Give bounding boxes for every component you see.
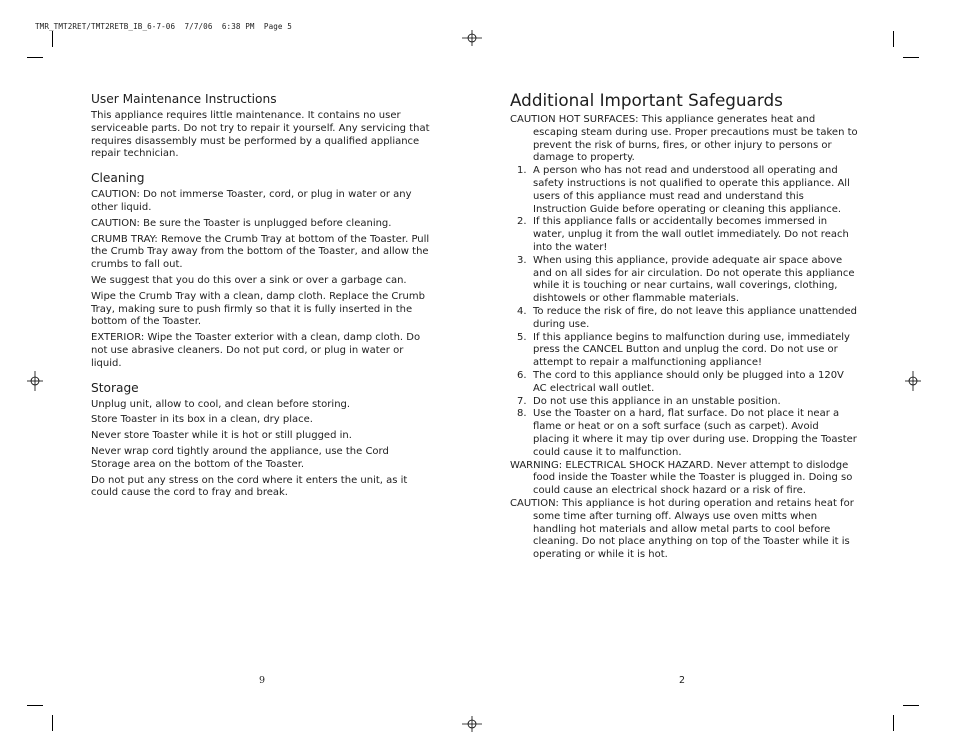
storage-paragraph: Never store Toaster while it is hot or still plugged in. — [91, 430, 352, 442]
cleaning-paragraph: EXTERIOR: Wipe the Toaster exterior with a clean, damp cloth. Do not use abrasive cleaners. Do not put cord, or plug in water or liquid. — [91, 332, 421, 369]
list-item-text: A person who has not read and understood all operating and safety instructions is not qualified to operate this appliance. All users of this appliance must read and understand this Instruction Guide before operating or cleaning this appliance. — [533, 165, 850, 215]
list-item — [510, 216, 858, 254]
list-item-number: 3. — [517, 254, 527, 266]
list-item-text: Do not use this appliance in an unstable position. — [533, 395, 781, 407]
maintenance-intro: This appliance requires little maintenance. It contains no user serviceable parts. Do not try to repair it yourself. Any servicing that requires disassembly must be performed by a qualified appliance repair technician. — [91, 110, 430, 160]
page-number-right: 2 — [679, 675, 686, 686]
page-number-left: 9 — [259, 675, 266, 686]
list-item-text: When using this appliance, provide adequate air space above and on all sides for air circulation. Do not operate this appliance while it is touching or near curtains, wall coverings, clothing, dishtowels or other flammable materials. — [533, 254, 855, 305]
list-item-number: 5. — [517, 331, 527, 343]
list-item — [510, 306, 858, 332]
list-item — [510, 370, 858, 396]
registration-mark-icon — [462, 714, 482, 734]
cleaning-paragraph: CAUTION: Do not immerse Toaster, cord, or plug in water or any other liquid. — [91, 189, 412, 213]
storage-paragraph: Never wrap cord tightly around the appliance, use the Cord Storage area on the bottom of the Toaster. — [91, 445, 389, 470]
print-slug: TMR_TMT2RET/TMT2RETB_IB_6-7-06 7/7/06 6:38 PM Page 5 — [35, 22, 292, 31]
cleaning-paragraph: CRUMB TRAY: Remove the Crumb Tray at bottom of the Toaster. Pull the Crumb Tray away from the bottom of the Toaster, and allow the crumbs to fall out. — [91, 233, 430, 271]
crop-mark — [27, 705, 43, 706]
list-item-number: 8. — [517, 408, 527, 420]
left-page-column — [91, 92, 431, 503]
cleaning-paragraph: Wipe the Crumb Tray with a clean, damp cloth. Replace the Crumb Tray, making sure to push firmly so that it is fully inserted in the bottom of the Toaster. — [91, 290, 425, 328]
storage-paragraph: Store Toaster in its box in a clean, dry place. — [91, 414, 313, 426]
list-item-number: 6. — [517, 369, 527, 381]
crop-mark — [52, 31, 53, 47]
crop-mark — [893, 715, 894, 731]
registration-mark-icon — [903, 371, 923, 391]
registration-mark-icon — [25, 371, 45, 391]
list-item — [510, 396, 858, 409]
list-item — [510, 255, 858, 306]
list-item-number: 4. — [517, 305, 527, 317]
caution-hot-surfaces: CAUTION HOT SURFACES: This appliance generates heat and escaping steam during use. Proper precautions must be taken to prevent the risk of burns, fires, or other injury to persons or damage to property. — [510, 114, 858, 164]
crop-mark — [893, 31, 894, 47]
crop-mark — [903, 57, 919, 58]
caution-hot-operation: CAUTION: This appliance is hot during operation and retains heat for some time after turning off. Always use oven mitts when handling hot materials and allow metal parts to cool before cleaning. Do not place anything on top of the Toaster while it is operating or while it is hot. — [510, 497, 854, 561]
warning-electrical-shock: WARNING: ELECTRICAL SHOCK HAZARD. Never attempt to dislodge food inside the Toaster while the Toaster is plugged in. Doing so could cause an electrical shock hazard or a risk of fire. — [510, 459, 853, 497]
cleaning-heading: Cleaning — [91, 171, 145, 186]
registration-mark-icon — [462, 28, 482, 48]
storage-section — [91, 381, 431, 501]
crop-mark — [27, 57, 43, 58]
list-item-text: To reduce the risk of fire, do not leave this appliance unattended during use. — [533, 305, 858, 330]
list-item-number: 2. — [517, 216, 527, 228]
list-item-number: 7. — [517, 395, 527, 407]
cleaning-paragraph: CAUTION: Be sure the Toaster is unplugged before cleaning. — [91, 217, 392, 229]
list-item-text: The cord to this appliance should only be plugged into a 120V AC electrical wall outlet. — [533, 369, 844, 394]
cleaning-paragraph: We suggest that you do this over a sink or over a garbage can. — [91, 274, 407, 286]
storage-paragraph: Do not put any stress on the cord where it enters the unit, as it could cause the cord to fray and break. — [91, 474, 408, 499]
right-page-column — [510, 90, 858, 562]
storage-paragraph: Unplug unit, allow to cool, and clean before storing. — [91, 398, 351, 410]
list-item-text: If this appliance begins to malfunction during use, immediately press the CANCEL Button and unplug the cord. Do not use or attempt to repair a malfunctioning appliance! — [533, 331, 850, 369]
crop-mark — [52, 715, 53, 731]
storage-heading: Storage — [91, 380, 139, 395]
list-item — [510, 165, 858, 216]
list-item — [510, 408, 858, 459]
list-item-number: 1. — [517, 165, 527, 177]
safeguards-list — [510, 165, 858, 459]
list-item — [510, 332, 858, 370]
cleaning-section — [91, 171, 431, 370]
list-item-text: Use the Toaster on a hard, flat surface. Do not place it near a flame or heat or on a soft surface (such as carpet). Avoid placing it where it may tip over during use. Dropping the Toaster could cause it to malfunction. — [533, 408, 857, 458]
maintenance-title: User Maintenance Instructions — [91, 92, 277, 106]
crop-mark — [903, 705, 919, 706]
list-item-text: If this appliance falls or accidentally becomes immersed in water, unplug it from the wall outlet immediately. Do not reach into the water! — [533, 216, 849, 253]
safeguards-title: Additional Important Safeguards — [510, 90, 783, 110]
